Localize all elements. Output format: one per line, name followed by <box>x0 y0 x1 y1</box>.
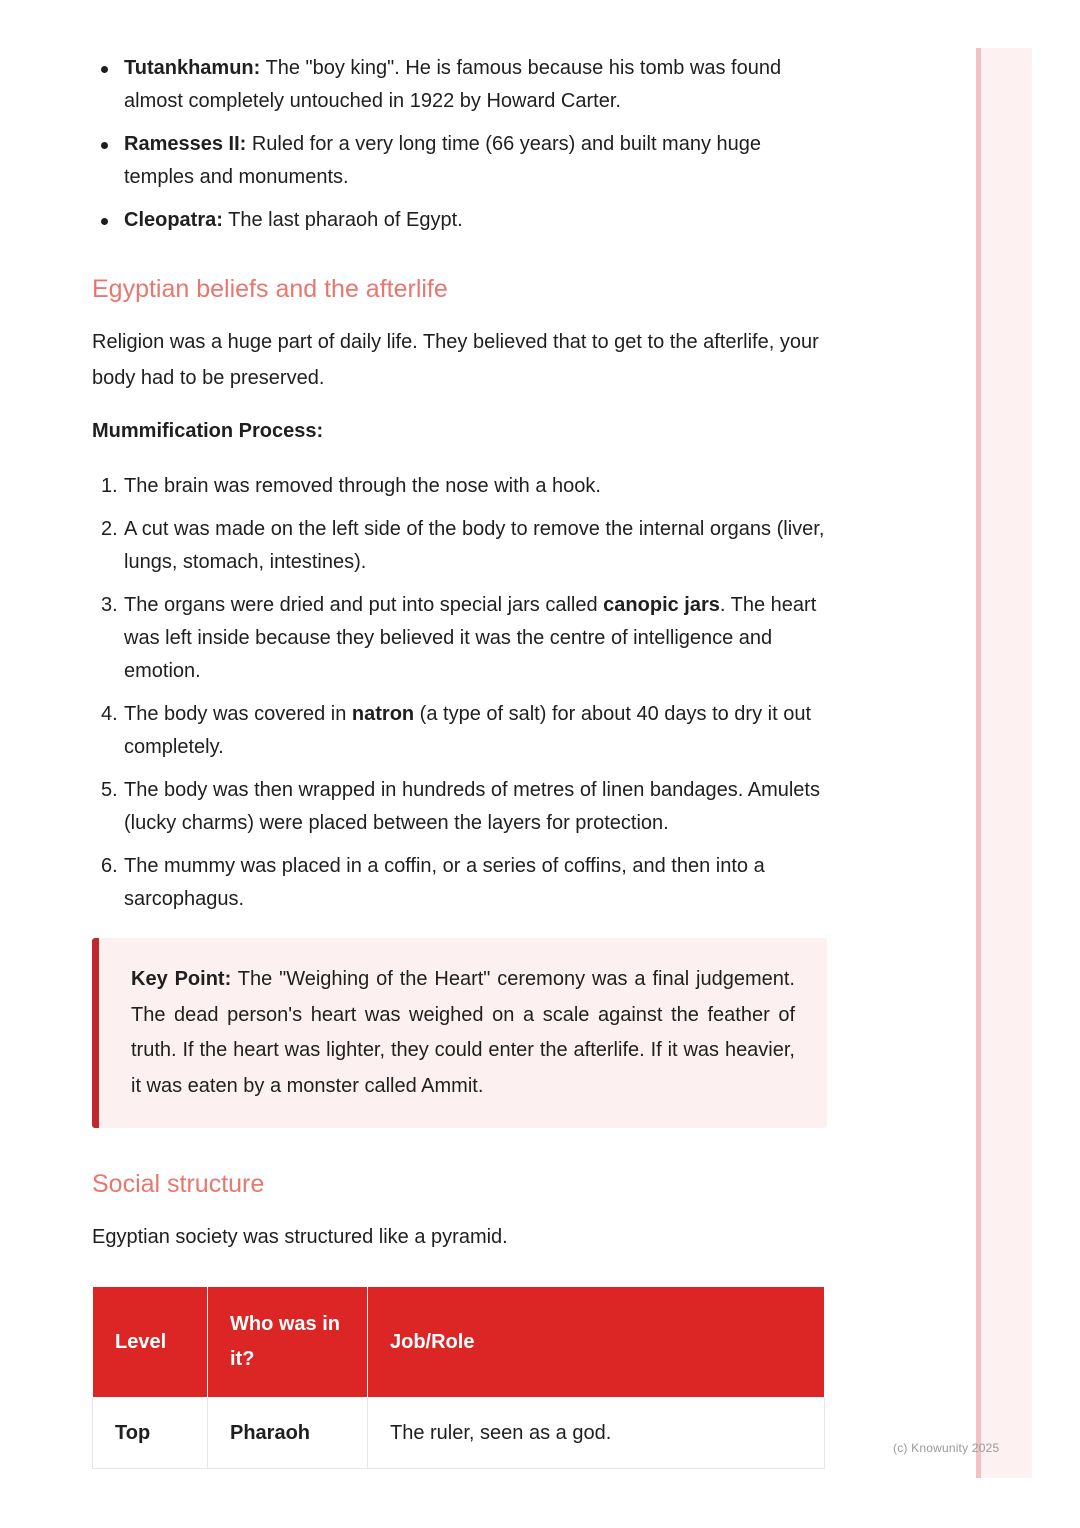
copyright-note: (c) Knowunity 2025 <box>893 1441 1000 1455</box>
list-item <box>92 52 827 118</box>
cell-who: Pharaoh <box>208 1398 368 1469</box>
social-structure-table <box>92 1286 825 1469</box>
key-term: natron <box>351 703 415 725</box>
step-number: 3. <box>101 594 118 616</box>
step-number: 2. <box>101 518 118 540</box>
column-header-role: Job/Role <box>368 1287 825 1398</box>
column-header-who: Who was in it? <box>208 1287 368 1398</box>
key-term: canopic jars <box>603 594 720 616</box>
step-number: 4. <box>101 703 118 725</box>
ruler-description: The "boy king". He is famous because his tomb was found almost completely untouched in 1922 by Howard Carter. <box>124 57 782 112</box>
step-number: 5. <box>101 779 118 801</box>
step-text: The mummy was placed in a coffin, or a series of coffins, and then into a sarcophagus. <box>124 855 765 910</box>
list-item <box>92 513 827 579</box>
cell-role: The ruler, seen as a god. <box>368 1398 825 1469</box>
step-text: The body was covered in <box>124 703 352 725</box>
beliefs-intro: Religion was a huge part of daily life. They believed that to get to the afterlife, your body had to be preserved. <box>92 331 819 389</box>
mummification-heading: Mummification Process: <box>92 420 324 442</box>
ruler-name: Ramesses II: <box>124 133 247 155</box>
ruler-description: Ruled for a very long time (66 years) and built many huge temples and monuments. <box>124 133 762 188</box>
ruler-name: Tutankhamun: <box>124 57 261 79</box>
step-text: The organs were dried and put into special jars called <box>124 594 604 616</box>
rulers-list <box>92 52 827 237</box>
table-row <box>93 1398 825 1469</box>
social-heading: Social structure <box>92 1170 265 1198</box>
list-item <box>92 774 827 840</box>
step-text: (a type of salt) for about 40 days to dry it out completely. <box>124 703 811 758</box>
beliefs-heading: Egyptian beliefs and the afterlife <box>92 275 448 303</box>
step-text: . The heart was left inside because they believed it was the centre of intelligence and emotion. <box>124 594 817 682</box>
list-item <box>92 850 827 916</box>
step-text: A cut was made on the left side of the body to remove the internal organs (liver, lungs, stomach, intestines). <box>124 518 825 573</box>
step-text: The body was then wrapped in hundreds of metres of linen bandages. Amulets (lucky charms) were placed between the layers for protection. <box>124 779 820 834</box>
cell-level: Top <box>93 1398 208 1469</box>
step-number: 6. <box>101 855 118 877</box>
side-margin-strip <box>976 48 1032 1478</box>
list-item <box>92 128 827 194</box>
key-point-callout <box>92 938 827 1128</box>
list-item <box>92 698 827 764</box>
ruler-name: Cleopatra: <box>124 209 223 231</box>
document-content <box>92 48 827 1469</box>
key-point-label: Key Point: <box>131 968 232 990</box>
key-point-text: The "Weighing of the Heart" ceremony was a final judgement. The dead person's heart was weighed on a scale against the feather of truth. If the heart was lighter, they could enter the afterlife. If it was heavier, it was eaten by a monster called Ammit. <box>131 968 795 1097</box>
table-header-row <box>93 1287 825 1398</box>
ruler-description: The last pharaoh of Egypt. <box>228 209 463 231</box>
list-item <box>92 589 827 688</box>
list-item <box>92 204 827 237</box>
step-text: The brain was removed through the nose with a hook. <box>124 475 601 497</box>
list-item <box>92 470 827 503</box>
social-intro: Egyptian society was structured like a pyramid. <box>92 1226 508 1248</box>
step-number: 1. <box>101 475 118 497</box>
mummification-steps <box>92 470 827 916</box>
column-header-level: Level <box>93 1287 208 1398</box>
